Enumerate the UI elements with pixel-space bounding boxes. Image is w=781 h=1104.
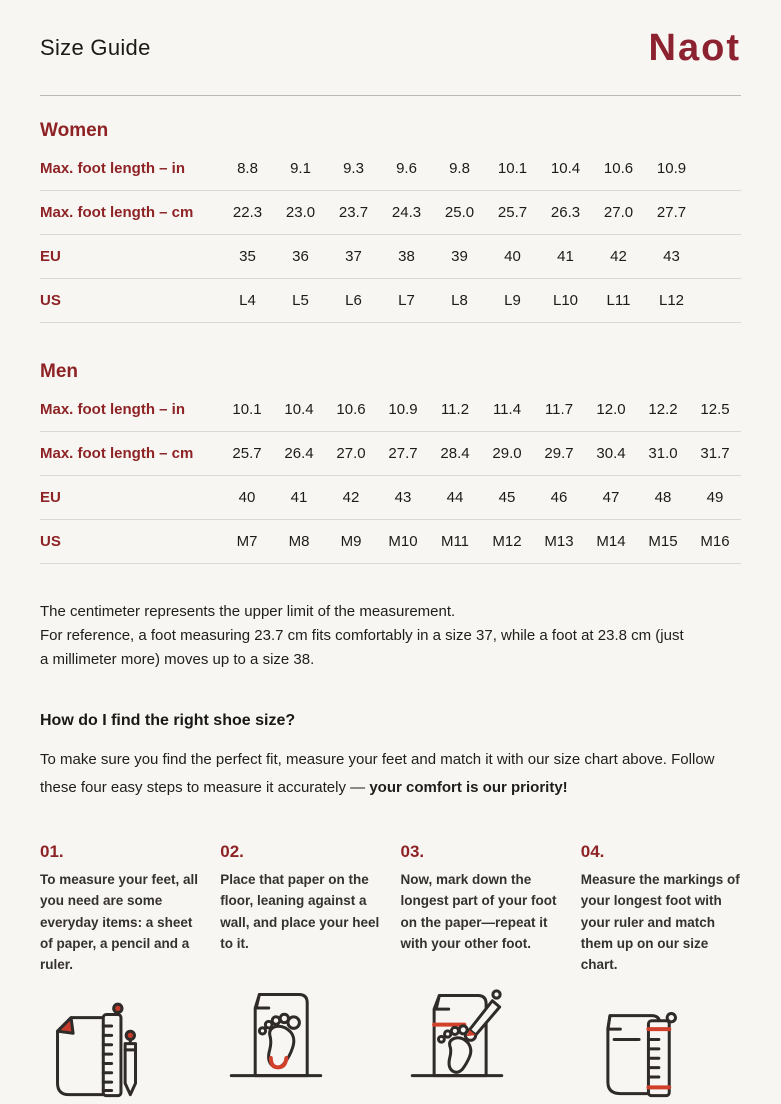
men-size-table xyxy=(40,361,741,564)
size-cell: 23.7 xyxy=(338,204,369,221)
size-cell: 10.6 xyxy=(336,401,366,418)
how-to-intro xyxy=(40,746,720,802)
size-cell: 29.7 xyxy=(544,445,574,462)
table-row xyxy=(40,279,741,323)
step-number: 03. xyxy=(400,842,425,861)
size-cell: 36 xyxy=(292,248,309,265)
row-label: Max. foot length – cm xyxy=(40,204,194,221)
measurement-notes xyxy=(40,600,685,672)
size-cell: 38 xyxy=(398,248,415,265)
size-cell: 27.7 xyxy=(388,445,418,462)
step-3 xyxy=(401,842,561,1104)
table-row xyxy=(40,432,741,476)
size-cell: 12.2 xyxy=(648,401,678,418)
size-cell: 42 xyxy=(342,489,360,506)
page-title: Size Guide xyxy=(40,34,151,60)
size-cell: M8 xyxy=(288,533,310,550)
size-cell: M10 xyxy=(388,533,418,550)
size-cell: 9.6 xyxy=(396,160,417,177)
step-number: 04. xyxy=(580,842,605,861)
row-label: Max. foot length – in xyxy=(40,401,185,418)
size-cell: L12 xyxy=(658,292,685,309)
men-section-title: Men xyxy=(40,361,78,382)
page-header xyxy=(40,0,741,96)
row-label: US xyxy=(40,533,61,550)
size-cell: 27.7 xyxy=(656,204,687,221)
size-cell: M7 xyxy=(236,533,258,550)
size-cell: 9.3 xyxy=(343,160,364,177)
size-cell: 10.4 xyxy=(284,401,314,418)
size-cell: 12.0 xyxy=(596,401,626,418)
size-cell: 11.2 xyxy=(440,401,470,418)
table-row xyxy=(40,388,741,432)
size-cell: 49 xyxy=(706,489,724,506)
step-text: Place that paper on the floor, leaning against a wall, and place your heel to it. xyxy=(220,872,380,951)
size-cell: M9 xyxy=(340,533,362,550)
table-row xyxy=(40,235,741,279)
women-size-table xyxy=(40,120,741,323)
step-2 xyxy=(220,842,380,1104)
table-row xyxy=(40,520,741,564)
size-cell: 11.4 xyxy=(492,401,522,418)
size-cell: M13 xyxy=(544,533,574,550)
size-cell: M16 xyxy=(700,533,730,550)
size-cell: 10.9 xyxy=(656,160,687,177)
size-cell: 40 xyxy=(504,248,521,265)
size-cell: 43 xyxy=(394,489,412,506)
size-cell: 47 xyxy=(602,489,620,506)
row-label: Max. foot length – in xyxy=(40,160,185,177)
measurement-steps xyxy=(40,842,741,1104)
size-cell: 41 xyxy=(557,248,574,265)
size-cell: 25.7 xyxy=(232,445,262,462)
size-cell: L10 xyxy=(552,292,579,309)
size-cell: 25.7 xyxy=(497,204,528,221)
paper-footprint-pencil-mark-icon xyxy=(405,981,509,1085)
step-text: Measure the markings of your longest foot with your ruler and match them up on our size chart. xyxy=(580,872,740,973)
size-cell: M12 xyxy=(492,533,522,550)
size-cell: 8.8 xyxy=(237,160,258,177)
size-cell: L4 xyxy=(239,292,256,309)
paper-ruler-pencil-icon xyxy=(44,1000,148,1104)
size-cell: M11 xyxy=(440,533,470,550)
step-number: 02. xyxy=(220,842,244,861)
size-cell: M14 xyxy=(596,533,626,550)
size-cell: 31.7 xyxy=(700,445,730,462)
size-cell: 24.3 xyxy=(391,204,422,221)
size-cell: 40 xyxy=(238,489,256,506)
how-to-intro-bold: your comfort is our priority! xyxy=(369,779,568,796)
size-cell: 23.0 xyxy=(285,204,316,221)
size-cell: 12.5 xyxy=(700,401,730,418)
row-label: EU xyxy=(40,489,61,506)
size-cell: 43 xyxy=(663,248,680,265)
women-section-title: Women xyxy=(40,120,109,141)
size-cell: 29.0 xyxy=(492,445,522,462)
step-number: 01. xyxy=(40,842,64,861)
size-cell: M15 xyxy=(648,533,678,550)
size-cell: L7 xyxy=(398,292,415,309)
note-line: For reference, a foot measuring 23.7 cm fits comfortably in a size 37, while a foot at 23.8 cm (just a millimeter more) moves up to a size 38. xyxy=(40,627,684,668)
size-cell: 30.4 xyxy=(596,445,626,462)
row-label: EU xyxy=(40,248,61,265)
step-1 xyxy=(40,842,200,1104)
size-cell: L5 xyxy=(292,292,309,309)
size-cell: 9.8 xyxy=(449,160,470,177)
row-label: US xyxy=(40,292,61,309)
how-to-intro-text: To make sure you find the perfect fit, measure your feet and match it with our size chart above. Follow these four easy steps to measure it accurately — xyxy=(40,751,715,796)
size-cell: L6 xyxy=(345,292,362,309)
paper-ruler-measure-icon xyxy=(585,1000,689,1104)
step-4 xyxy=(581,842,741,1104)
naot-logo: Naot xyxy=(648,26,741,69)
size-cell: 25.0 xyxy=(444,204,475,221)
size-cell: 48 xyxy=(654,489,672,506)
size-cell: 31.0 xyxy=(648,445,678,462)
size-cell: 9.1 xyxy=(290,160,311,177)
table-row xyxy=(40,191,741,235)
size-cell: 10.6 xyxy=(603,160,634,177)
size-cell: 10.4 xyxy=(550,160,581,177)
step-text: To measure your feet, all you need are some everyday items: a sheet of paper, a pencil and a ruler. xyxy=(40,872,199,973)
size-cell: 41 xyxy=(290,489,308,506)
note-line: The centimeter represents the upper limit of the measurement. xyxy=(40,603,456,620)
size-cell: 37 xyxy=(345,248,362,265)
size-cell: 27.0 xyxy=(603,204,634,221)
size-cell: 22.3 xyxy=(232,204,263,221)
size-cell: 10.1 xyxy=(497,160,528,177)
size-cell: L9 xyxy=(504,292,521,309)
size-cell: 11.7 xyxy=(544,401,574,418)
size-cell: 45 xyxy=(498,489,516,506)
row-label: Max. foot length – cm xyxy=(40,445,194,462)
size-cell: 44 xyxy=(446,489,464,506)
size-cell: L11 xyxy=(606,292,631,309)
size-cell: 26.3 xyxy=(550,204,581,221)
size-cell: 26.4 xyxy=(284,445,314,462)
size-cell: 46 xyxy=(550,489,568,506)
size-cell: 10.1 xyxy=(232,401,262,418)
paper-footprint-heel-icon xyxy=(224,981,328,1085)
size-cell: 42 xyxy=(610,248,627,265)
how-to-heading: How do I find the right shoe size? xyxy=(40,712,296,729)
table-row xyxy=(40,147,741,191)
size-cell: L8 xyxy=(451,292,468,309)
table-row xyxy=(40,476,741,520)
size-cell: 35 xyxy=(239,248,256,265)
size-cell: 39 xyxy=(451,248,468,265)
step-text: Now, mark down the longest part of your foot on the paper—repeat it with your other foot. xyxy=(400,872,557,951)
size-cell: 10.9 xyxy=(388,401,418,418)
size-cell: 28.4 xyxy=(440,445,470,462)
size-cell: 27.0 xyxy=(336,445,366,462)
